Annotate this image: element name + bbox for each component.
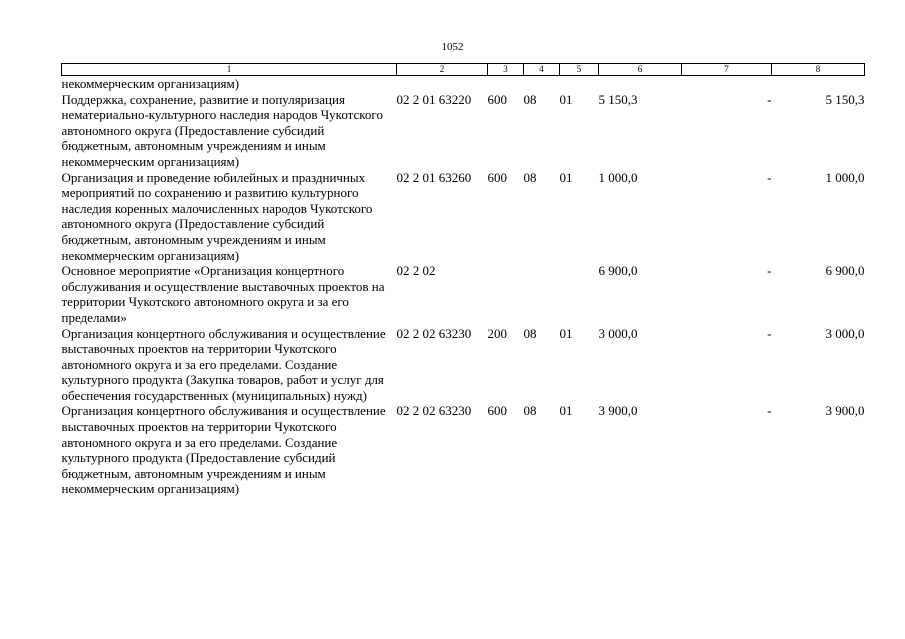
amount-col7: -	[767, 169, 772, 185]
subsection: 01	[559, 325, 573, 341]
column-header-3: 3	[488, 64, 524, 76]
table-row	[62, 92, 865, 170]
amount-col6: 5 150,3	[598, 91, 638, 107]
section: 08	[523, 403, 537, 419]
section: 08	[523, 91, 537, 107]
section: 08	[523, 169, 537, 185]
column-number-header-row	[62, 64, 865, 76]
budget-code: 02 2 02	[396, 263, 436, 279]
table-row	[62, 263, 865, 325]
section	[524, 263, 560, 325]
section	[524, 76, 560, 92]
expense-type	[488, 263, 524, 325]
amount-col6	[599, 76, 682, 92]
budget-table	[61, 63, 865, 497]
item-name: Поддержка, сохранение, развитие и популяризация нематериально-культурного наследия народов Чукотского автономного округа (Предоставление субсидий бюджетным, автономным учреждениям и иным некоммерческим организациям)	[61, 91, 383, 169]
section: 08	[523, 325, 537, 341]
table-row	[62, 403, 865, 497]
budget-code: 02 2 02 63230	[396, 403, 472, 419]
amount-col8: 3 900,0	[825, 403, 865, 419]
item-name: Организация концертного обслуживания и осуществление выставочных проектов на территории Чукотского автономного округа и за его пределами. Создание культурного продукта (Закупка товаров, работ и услуг для обеспечения государственных (муниципальных) нужд)	[61, 325, 386, 403]
page-number: 1052	[441, 41, 464, 53]
amount-col7: -	[767, 91, 772, 107]
budget-code: 02 2 02 63230	[396, 325, 472, 341]
expense-type: 600	[487, 403, 507, 419]
subsection	[560, 263, 599, 325]
budget-code	[397, 76, 488, 92]
expense-type: 600	[487, 91, 507, 107]
amount-col7	[682, 76, 772, 92]
item-name: Организация концертного обслуживания и осуществление выставочных проектов на территории Чукотского автономного округа и за его пределами. Создание культурного продукта (Предоставление субсидий бюджетным, автономным учреждениям и иным некоммерческим организациям)	[61, 403, 386, 497]
amount-col6: 6 900,0	[598, 263, 638, 279]
amount-col7: -	[767, 325, 772, 341]
item-name: Основное мероприятие «Организация концертного обслуживания и осуществление выставочных проектов на территории Чукотского автономного округа и за его пределами»	[61, 263, 385, 325]
amount-col6: 3 900,0	[598, 403, 638, 419]
column-header-5: 5	[560, 64, 599, 76]
column-header-4: 4	[524, 64, 560, 76]
subsection	[560, 76, 599, 92]
column-header-2: 2	[397, 64, 488, 76]
column-header-8: 8	[772, 64, 865, 76]
budget-code: 02 2 01 63260	[396, 169, 472, 185]
amount-col7: -	[767, 403, 772, 419]
item-name: некоммерческим организациям)	[61, 76, 240, 91]
expense-type: 200	[487, 325, 507, 341]
table-row	[62, 326, 865, 404]
amount-col6: 1 000,0	[598, 169, 638, 185]
table-row	[62, 76, 865, 92]
column-header-6: 6	[599, 64, 682, 76]
column-header-7: 7	[682, 64, 772, 76]
item-name: Организация и проведение юбилейных и праздничных мероприятий по сохранению и развитию культурного наследия коренных малочисленных народов Чукотского автономного округа (Предоставление субсидий бюджетным, автономным учреждениям и иным некоммерческим организациям)	[61, 169, 373, 263]
expense-type	[488, 76, 524, 92]
amount-col8: 6 900,0	[825, 263, 865, 279]
amount-col6: 3 000,0	[598, 325, 638, 341]
subsection: 01	[559, 91, 573, 107]
table-row	[62, 170, 865, 264]
expense-type: 600	[487, 169, 507, 185]
amount-col8: 3 000,0	[825, 325, 865, 341]
amount-col8	[772, 76, 865, 92]
subsection: 01	[559, 169, 573, 185]
amount-col8: 5 150,3	[825, 91, 865, 107]
budget-code: 02 2 01 63220	[396, 91, 472, 107]
column-header-1: 1	[62, 64, 397, 76]
subsection: 01	[559, 403, 573, 419]
amount-col7: -	[767, 263, 772, 279]
amount-col8: 1 000,0	[825, 169, 865, 185]
